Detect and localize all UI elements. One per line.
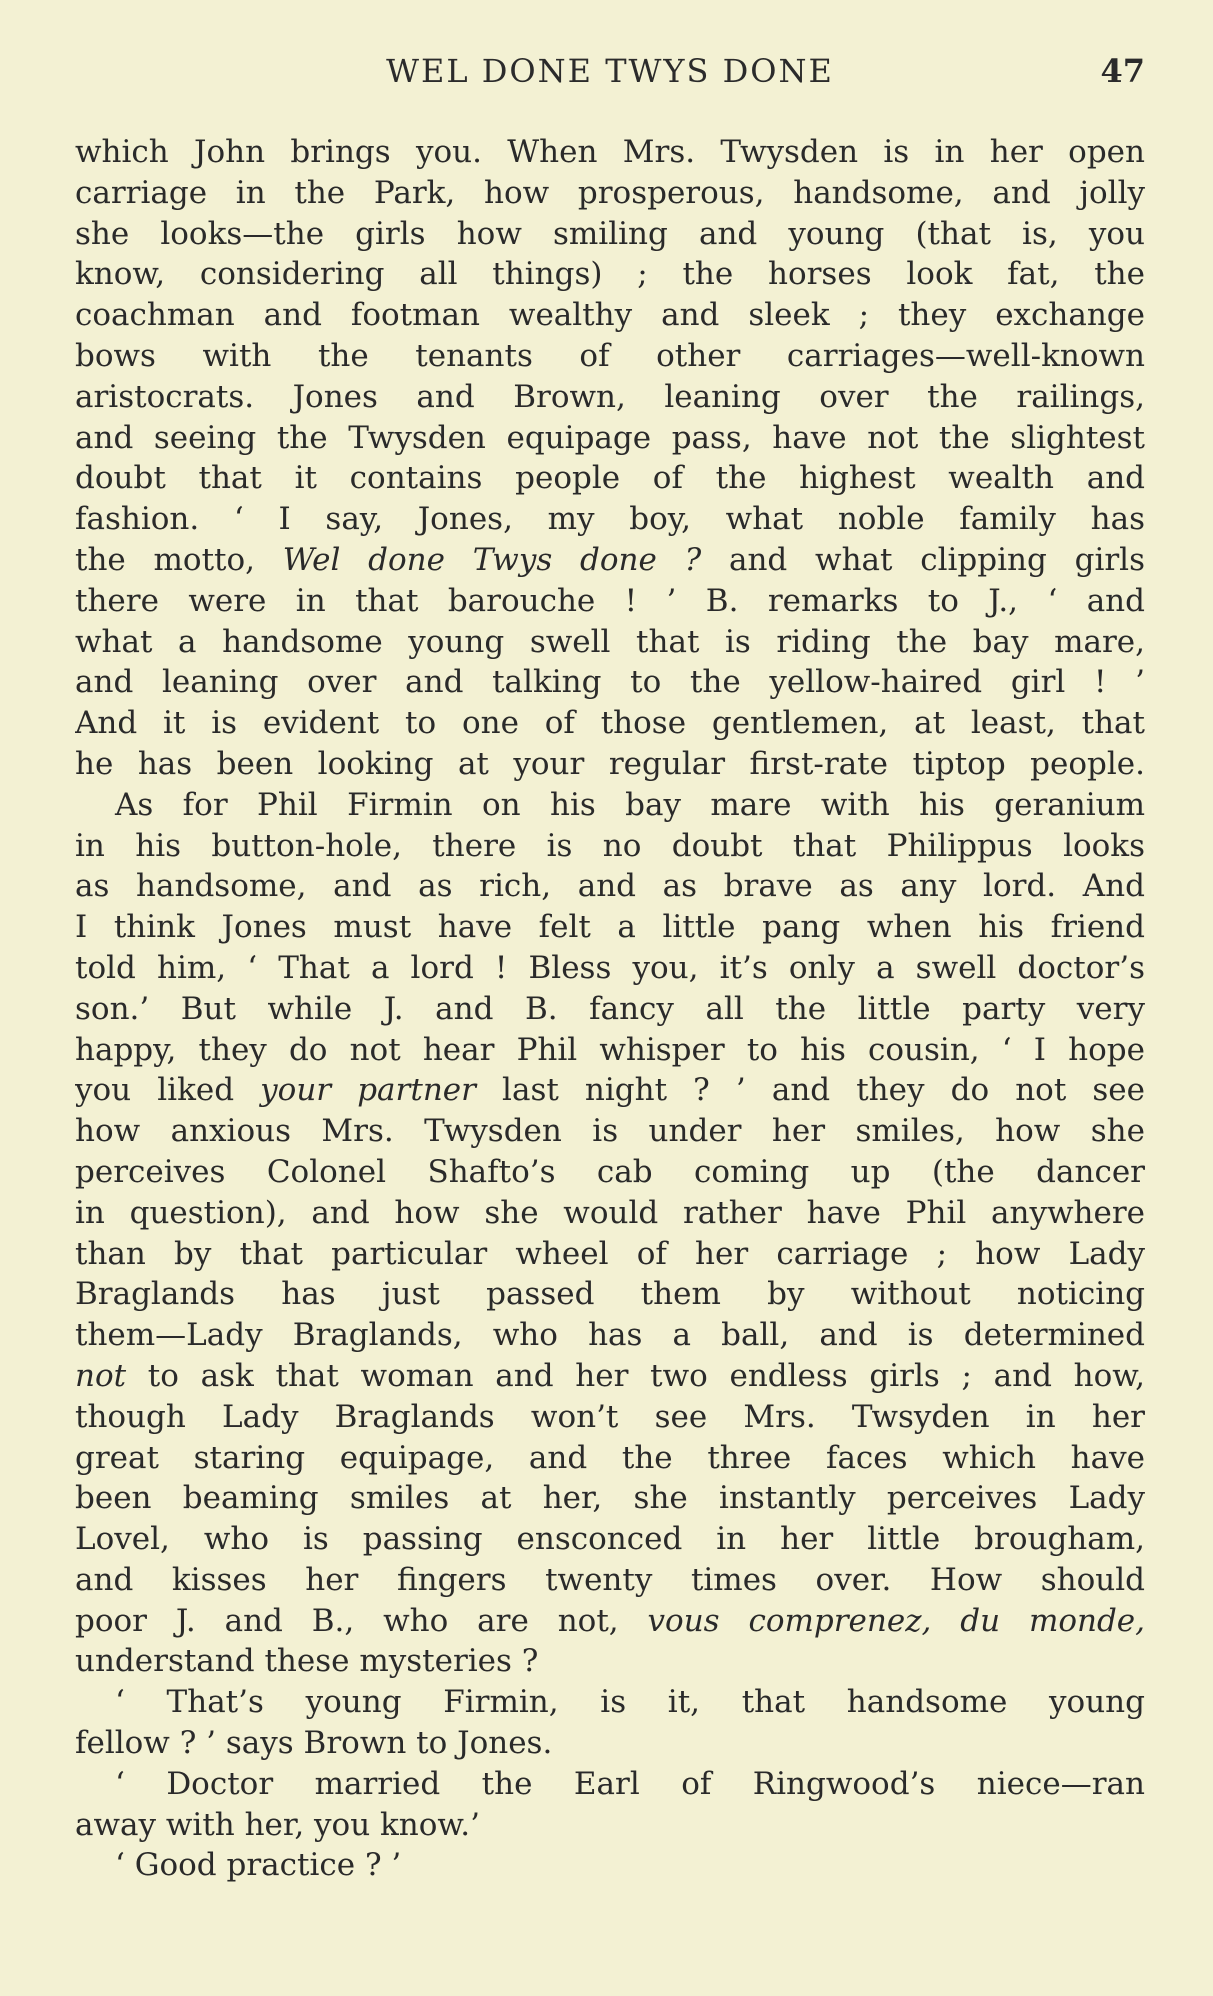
- text-segment: the motto,: [75, 541, 283, 578]
- text-line: [75, 1438, 1145, 1479]
- text-segment: you liked: [75, 1072, 261, 1109]
- text-segment: last night ? ’ and they do not see: [475, 1072, 1145, 1109]
- text-line: [75, 622, 1145, 663]
- text-segment: told him, ‘ That a lord ! Bless you, it’s only a swell doctor’s: [75, 949, 1145, 986]
- text-segment: know, considering all things) ; the horses look fat, the: [75, 256, 1145, 293]
- text-line: [75, 1805, 1145, 1846]
- running-title: WEL DONE TWYS DONE: [386, 52, 834, 90]
- text-segment: in his button-hole, there is no doubt that Philippus looks: [75, 827, 1145, 864]
- italic-text: your partner: [260, 1072, 476, 1109]
- text-segment: fellow ? ’ says Brown to Jones.: [75, 1725, 553, 1762]
- text-line: [75, 254, 1145, 295]
- text-line: [75, 377, 1145, 418]
- text-line: [75, 826, 1145, 867]
- text-segment: son.’ But while J. and B. fancy all the little party very: [75, 990, 1145, 1027]
- text-line: [75, 785, 1145, 826]
- text-line: [75, 1070, 1145, 1111]
- text-line: [75, 703, 1145, 744]
- text-line: [75, 336, 1145, 377]
- text-segment: carriage in the Park, how prosperous, handsome, and jolly: [75, 174, 1145, 211]
- text-segment: how anxious Mrs. Twysden is under her smiles, how she: [75, 1113, 1145, 1150]
- text-segment: she looks—the girls how smiling and young (that is, you: [75, 215, 1145, 252]
- text-line: [75, 1723, 1145, 1764]
- text-line: [75, 1560, 1145, 1601]
- text-segment: great staring equipage, and the three faces which have: [75, 1439, 1145, 1476]
- text-line: [75, 1519, 1145, 1560]
- text-line: [75, 540, 1145, 581]
- text-segment: perceives Colonel Shafto’s cab coming up (the dancer: [75, 1153, 1145, 1190]
- text-line: [75, 499, 1145, 540]
- text-line: [75, 744, 1145, 785]
- page-header: [75, 52, 1145, 102]
- text-segment: aristocrats. Jones and Brown, leaning over the railings,: [75, 378, 1145, 415]
- italic-text: Wel done Twys done ?: [282, 541, 702, 578]
- text-segment: to ask that woman and her two endless girls ; and how,: [126, 1357, 1145, 1394]
- text-segment: though Lady Braglands won’t see Mrs. Twsyden in her: [75, 1398, 1145, 1435]
- text-line: [75, 1234, 1145, 1275]
- text-line: [75, 662, 1145, 703]
- text-segment: away with her, you know.’: [75, 1806, 480, 1843]
- text-segment: and kisses her fingers twenty times over. How should: [75, 1561, 1145, 1598]
- text-segment: bows with the tenants of other carriages—well-known: [75, 337, 1145, 374]
- text-segment: been beaming smiles at her, she instantly perceives Lady: [75, 1480, 1145, 1517]
- text-segment: As for Phil Firmin on his bay mare with his geranium: [115, 786, 1145, 823]
- text-segment: them—Lady Braglands, who has a ball, and is determined: [75, 1317, 1145, 1354]
- text-segment: And it is evident to one of those gentlemen, at least, that: [75, 705, 1145, 742]
- text-line: [75, 1030, 1145, 1071]
- text-line: [75, 1315, 1145, 1356]
- text-segment: Lovel, who is passing ensconced in her little brougham,: [75, 1521, 1145, 1558]
- text-line: [75, 1478, 1145, 1519]
- text-segment: fashion. ‘ I say, Jones, my boy, what noble family has: [75, 501, 1145, 538]
- text-line: [75, 1111, 1145, 1152]
- text-line: [75, 1601, 1145, 1642]
- text-segment: and seeing the Twysden equipage pass, have not the slightest: [75, 419, 1145, 456]
- text-line: [75, 1152, 1145, 1193]
- italic-text: not: [75, 1357, 127, 1394]
- text-segment: ‘ Doctor married the Earl of Ringwood’s niece—ran: [115, 1765, 1145, 1802]
- italic-text: vous comprenez, du monde,: [647, 1602, 1145, 1639]
- text-line: [75, 1845, 1145, 1886]
- text-line: [75, 1274, 1145, 1315]
- text-line: [75, 1397, 1145, 1438]
- text-segment: understand these mysteries ?: [75, 1643, 539, 1680]
- text-line: [75, 214, 1145, 255]
- text-segment: Braglands has just passed them by without noticing: [75, 1276, 1145, 1313]
- text-segment: in question), and how she would rather have Phil anywhere: [75, 1194, 1145, 1231]
- text-line: [75, 866, 1145, 907]
- text-segment: than by that particular wheel of her carriage ; how Lady: [75, 1235, 1145, 1272]
- text-segment: ‘ Good practice ? ’: [115, 1847, 402, 1884]
- page-number: 47: [1100, 52, 1145, 90]
- text-line: [75, 948, 1145, 989]
- text-line: [75, 132, 1145, 173]
- text-line: [75, 458, 1145, 499]
- text-line: [75, 1641, 1145, 1682]
- text-segment: which John brings you. When Mrs. Twysden is in her open: [75, 134, 1145, 170]
- text-line: [75, 1193, 1145, 1234]
- text-segment: happy, they do not hear Phil whisper to his cousin, ‘ I hope: [75, 1031, 1145, 1068]
- text-line: [75, 989, 1145, 1030]
- text-segment: what a handsome young swell that is riding the bay mare,: [75, 623, 1145, 660]
- text-line: [75, 1682, 1145, 1723]
- text-segment: ‘ That’s young Firmin, is it, that handsome young: [115, 1684, 1145, 1721]
- text-segment: doubt that it contains people of the highest wealth and: [75, 460, 1145, 497]
- text-segment: and leaning over and talking to the yellow-haired girl ! ’: [75, 664, 1145, 701]
- text-line: [75, 907, 1145, 948]
- text-line: [75, 1356, 1145, 1397]
- body-text: [75, 132, 1145, 1912]
- text-segment: there were in that barouche ! ’ B. remarks to J., ‘ and: [75, 582, 1145, 619]
- text-line: [75, 418, 1145, 459]
- text-segment: as handsome, and as rich, and as brave as any lord. And: [75, 868, 1145, 905]
- text-line: [75, 1764, 1145, 1805]
- text-line: [75, 295, 1145, 336]
- text-line: [75, 581, 1145, 622]
- text-segment: and what clipping girls: [701, 541, 1145, 578]
- text-segment: he has been looking at your regular first-rate tiptop people.: [75, 745, 1145, 782]
- text-segment: poor J. and B., who are not,: [75, 1602, 648, 1639]
- text-segment: I think Jones must have felt a little pang when his friend: [75, 909, 1145, 946]
- text-line: [75, 173, 1145, 214]
- text-segment: coachman and footman wealthy and sleek ; they exchange: [75, 297, 1145, 334]
